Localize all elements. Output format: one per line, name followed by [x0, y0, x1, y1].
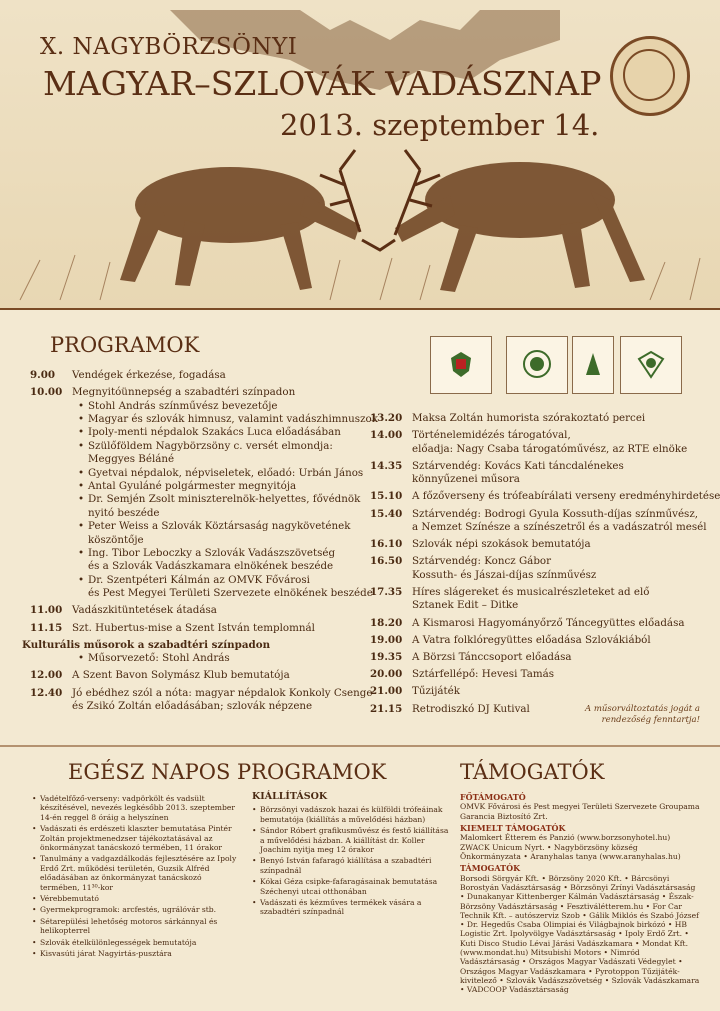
schedule-time: 16.50	[370, 555, 403, 568]
schedule-text: Sztárvendég: Kovács Kati táncdalénekes	[412, 459, 624, 472]
tamogatok-title: TÁMOGATÓK	[460, 760, 605, 784]
schedule-morning	[22, 369, 378, 749]
schedule-time: 12.40	[30, 686, 63, 699]
schedule-text: • Peter Weiss a Szlovák Köztársaság nagykövetének	[88, 520, 351, 533]
sponsor-group-heading: KIEMELT TÁMOGATÓK	[460, 823, 566, 833]
schedule-time: 14.35	[370, 459, 403, 472]
event-date: 2013. szeptember 14.	[280, 108, 600, 142]
schedule-text: Történelemidézés tárogatóval,	[412, 429, 571, 442]
event-edition: X. NAGYBÖRZSÖNYI	[40, 34, 298, 60]
schedule-text: és Pest Megyei Területi Szervezete elnökének beszéde	[88, 587, 373, 600]
schedule-time: 12.00	[30, 669, 63, 682]
all-day-program-item: • Tanulmány a vadgazdálkodás fejlesztésére az Ipoly Erdő Zrt. működési területén, Guzsik Alfréd előadásában az önkormányzat tanácskozó termében, 11³⁰-kor	[32, 854, 242, 892]
sponsor-group-body: Malomkert Étterem és Panzió (www.borzsonyhotel.hu) ZWACK Unicum Nyrt. • Nagybörzsöny község Önkormányzata • Aranyhalas tanya (www.aranyhalas.hu)	[460, 833, 681, 861]
sponsor-group-heading: TÁMOGATÓK	[460, 863, 521, 874]
schedule-text: • Dr. Szentpéteri Kálmán az OMVK Fővárosi	[88, 574, 310, 587]
all-day-program-item: • Vérebbemutató	[32, 894, 242, 903]
schedule-time: 19.35	[370, 651, 403, 663]
exhibition-item: • Sándor Róbert grafikusművész és festő kiállítása a művelődési házban. A kiállítást dr. Koller Joachim nyitja meg 12 órakor	[252, 826, 452, 854]
schedule-time: 15.10	[370, 490, 403, 503]
schedule-text: Meggyes Béláné	[88, 453, 175, 466]
schedule-text: • Magyar és szlovák himnusz, valamint vadászhimnuszok	[88, 413, 378, 426]
schedule-time: 11.15	[30, 621, 63, 634]
sponsor-group-body: OMVK Fővárosi és Pest megyei Területi Szervezete Groupama Garancia Biztosító Zrt.	[460, 802, 700, 821]
schedule-text: Kossuth- és Jászai-díjas színművész	[412, 568, 597, 581]
slovak-chamber-logo-icon	[620, 336, 682, 394]
schedule-text: Sztanek Edit – Ditke	[412, 599, 519, 612]
schedule-text: Sztárfellépő: Hevesi Tamás	[412, 668, 555, 681]
schedule-text: Híres slágereket és musicalrészleteket ad elő	[412, 586, 650, 598]
schedule-time: 16.10	[370, 538, 403, 551]
sponsors-list	[460, 790, 700, 995]
schedule-text: nyitó beszéde	[88, 506, 160, 519]
sponsor-group-body: Borsodi Sörgyár Kft. • Börzsöny 2020 Kft. • Bárcsönyi Borostyán Vadásztársaság • Börzsönyi Zrínyi Vadásztársaság • Dunakanyar Kittenberger Kálmán Vadásztársaság • Észak-Börzsöny Vadásztársaság • Fesztiválétterem.hu • For Car Technik Kft. – autószerviz Szob • Gálik Miklós és Szabó József • Dr. Hegedűs Csaba Olimpiai és Világbajnok birkózó • HB Logistic Zrt. Ipolyvölgye Vadásztársaság • Ipoly Erdő Zrt. • Kuti Disco Studio Lévai Járási Vadászkamara • Mondat Kft. (www.mondat.hu) Mitsubishi Motors • Nimród Vadásztársaság • Országos Magyar Vadászati Védegylet • Országos Magyar Vadászkamara • Pyrotoppon Tűzijáték-kivitelező • Szlovák Vadászszövetség • Szlovák Vadászkamara • VADCOOP Vadásztársaság	[460, 873, 700, 995]
schedule-text: A főzőverseny és trófeabírálati verseny eredményhirdetése	[412, 490, 720, 503]
schedule-text: Kulturális műsorok a szabadtéri színpadon	[22, 638, 271, 651]
schedule-time: 21.00	[370, 685, 403, 698]
egesz-napos-title: EGÉSZ NAPOS PROGRAMOK	[68, 760, 387, 784]
zvaz-logo-icon	[572, 336, 614, 394]
exhibitions-list	[252, 792, 452, 919]
village-seal-icon	[610, 36, 690, 116]
schedule-time: 9.00	[30, 369, 56, 381]
schedule-text: a Nemzet Színésze a színészetről és a vadászatról mesél	[412, 521, 707, 533]
schedule-text: A Börzsi Tánccsoport előadása	[412, 651, 572, 663]
schedule-text: • Műsorvezető: Stohl András	[88, 652, 230, 665]
schedule-time: 11.00	[30, 604, 63, 617]
exhibition-item: • Benyó István fafaragó kiállítása a szabadtéri színpadnál	[252, 856, 452, 875]
schedule-time: 15.40	[370, 507, 403, 520]
schedule-afternoon	[370, 412, 720, 732]
all-day-program-item: • Szlovák ételkülönlegességek bemutatója	[32, 938, 242, 947]
all-day-program-item: • Vadételfőző-verseny: vadpörkölt és vadsült készítésével, nevezés legkésőbb 2013. szeptember 14-én reggel 8 óráig a helyszínen	[32, 794, 242, 822]
hero-illustration	[0, 0, 720, 310]
round-emblem-logo-icon	[506, 336, 568, 394]
schedule-text: A Kismarosi Hagyományőrző Táncegyüttes előadása	[412, 616, 685, 629]
all-day-program-item: • Sétarepülési lehetőség motoros sárkánnyal és helikopterrel	[32, 917, 242, 936]
schedule-text: Retrodiszkó DJ Kutival	[412, 702, 530, 715]
schedule-text: és a Szlovák Vadászkamara elnökének beszéde	[88, 560, 334, 573]
schedule-text: köszöntője	[88, 533, 144, 546]
schedule-text: • Ing. Tibor Leboczky a Szlovák Vadászszövetség	[88, 547, 335, 560]
schedule-text: Vadászkitüntetések átadása	[72, 604, 217, 617]
schedule-text: Megnyitóünnepség a szabadtéri színpadon	[72, 386, 296, 399]
section-divider	[0, 745, 720, 747]
schedule-text: A Vatra folklóregyüttes előadása Szlovákiából	[412, 633, 651, 646]
schedule-time: 13.20	[370, 412, 403, 424]
all-day-program-item: • Kisvasúti járat Nagyirtás-pusztára	[32, 949, 242, 958]
schedule-time: 20.00	[370, 668, 403, 681]
omvk-logo-icon	[430, 336, 492, 394]
schedule-text: • Dr. Semjén Zsolt miniszterelnök-helyettes, fővédnök	[88, 493, 360, 506]
schedule-text: Vendégek érkezése, fogadása	[72, 369, 226, 381]
schedule-time: 14.00	[370, 429, 403, 442]
schedule-text: Tűzijáték	[412, 685, 461, 698]
schedule-text: • Gyetvai népdalok, népviseletek, előadó: Urbán János	[88, 467, 363, 480]
schedule-text: Jó ebédhez szól a nóta: magyar népdalok Konkoly Csenge	[72, 686, 373, 699]
schedule-text: és Zsikó Zoltán előadásában; szlovák népzene	[72, 700, 313, 712]
programok-title: PROGRAMOK	[50, 333, 200, 357]
schedule-text: Szlovák népi szokások bemutatója	[412, 538, 591, 551]
event-title: MAGYAR–SZLOVÁK VADÁSZNAP	[43, 64, 602, 103]
sponsor-group-heading: FŐTÁMOGATÓ	[460, 792, 526, 802]
exhibition-item: • Börzsönyi vadászok hazai és külföldi trófeáinak bemutatója (kiállítás a művelődési házban)	[252, 805, 452, 824]
schedule-time: 17.35	[370, 586, 403, 598]
all-day-programs-list	[32, 794, 242, 961]
schedule-text: A Szent Bavon Solymász Klub bemutatója	[72, 669, 290, 682]
all-day-program-item: • Vadászati és erdészeti klaszter bemutatása Pintér Zoltán projektmenedzser tájékoztatásával az önkormányzat tanácskozó termében, 11 órakor	[32, 824, 242, 852]
schedule-text: Sztárvendég: Bodrogi Gyula Kossuth-díjas színművész,	[412, 507, 699, 520]
schedule-text: könnyűzenei műsora	[412, 473, 520, 486]
exhibition-item: • Vadászati és kézműves termékek vására a szabadtéri színpadnál	[252, 898, 452, 917]
schedule-text: Maksa Zoltán humorista szórakoztató percei	[412, 412, 646, 424]
schedule-text: Szt. Hubertus-mise a Szent István templomnál	[72, 621, 315, 634]
schedule-text: • Antal Gyuláné polgármester megnyitója	[88, 480, 296, 493]
schedule-text: • Stohl András színművész bevezetője	[88, 400, 278, 413]
schedule-time: 10.00	[30, 386, 63, 399]
schedule-text: Sztárvendég: Koncz Gábor	[412, 555, 552, 568]
program-change-note: A műsorváltoztatás jogát a rendezőség fenntartja!	[585, 704, 700, 725]
exhibition-item: • Kókai Géza csipke-fafaragásainak bemutatása Széchenyi utcai otthonában	[252, 877, 452, 896]
schedule-text: előadja: Nagy Csaba tárogatóművész, az RTE elnöke	[412, 442, 688, 455]
all-day-program-item: • Gyermekprogramok: arcfestés, ugrálóvár stb.	[32, 905, 242, 914]
schedule-text: • Szülőföldem Nagybörzsöny c. versét elmondja:	[88, 440, 333, 453]
kiallitasok-title: KIÁLLÍTÁSOK	[252, 791, 328, 802]
schedule-time: 21.15	[370, 702, 403, 715]
schedule-time: 18.20	[370, 616, 403, 629]
schedule-time: 19.00	[370, 633, 403, 646]
schedule-text: • Ipoly-menti népdalok Szakács Luca előadásában	[88, 426, 341, 439]
